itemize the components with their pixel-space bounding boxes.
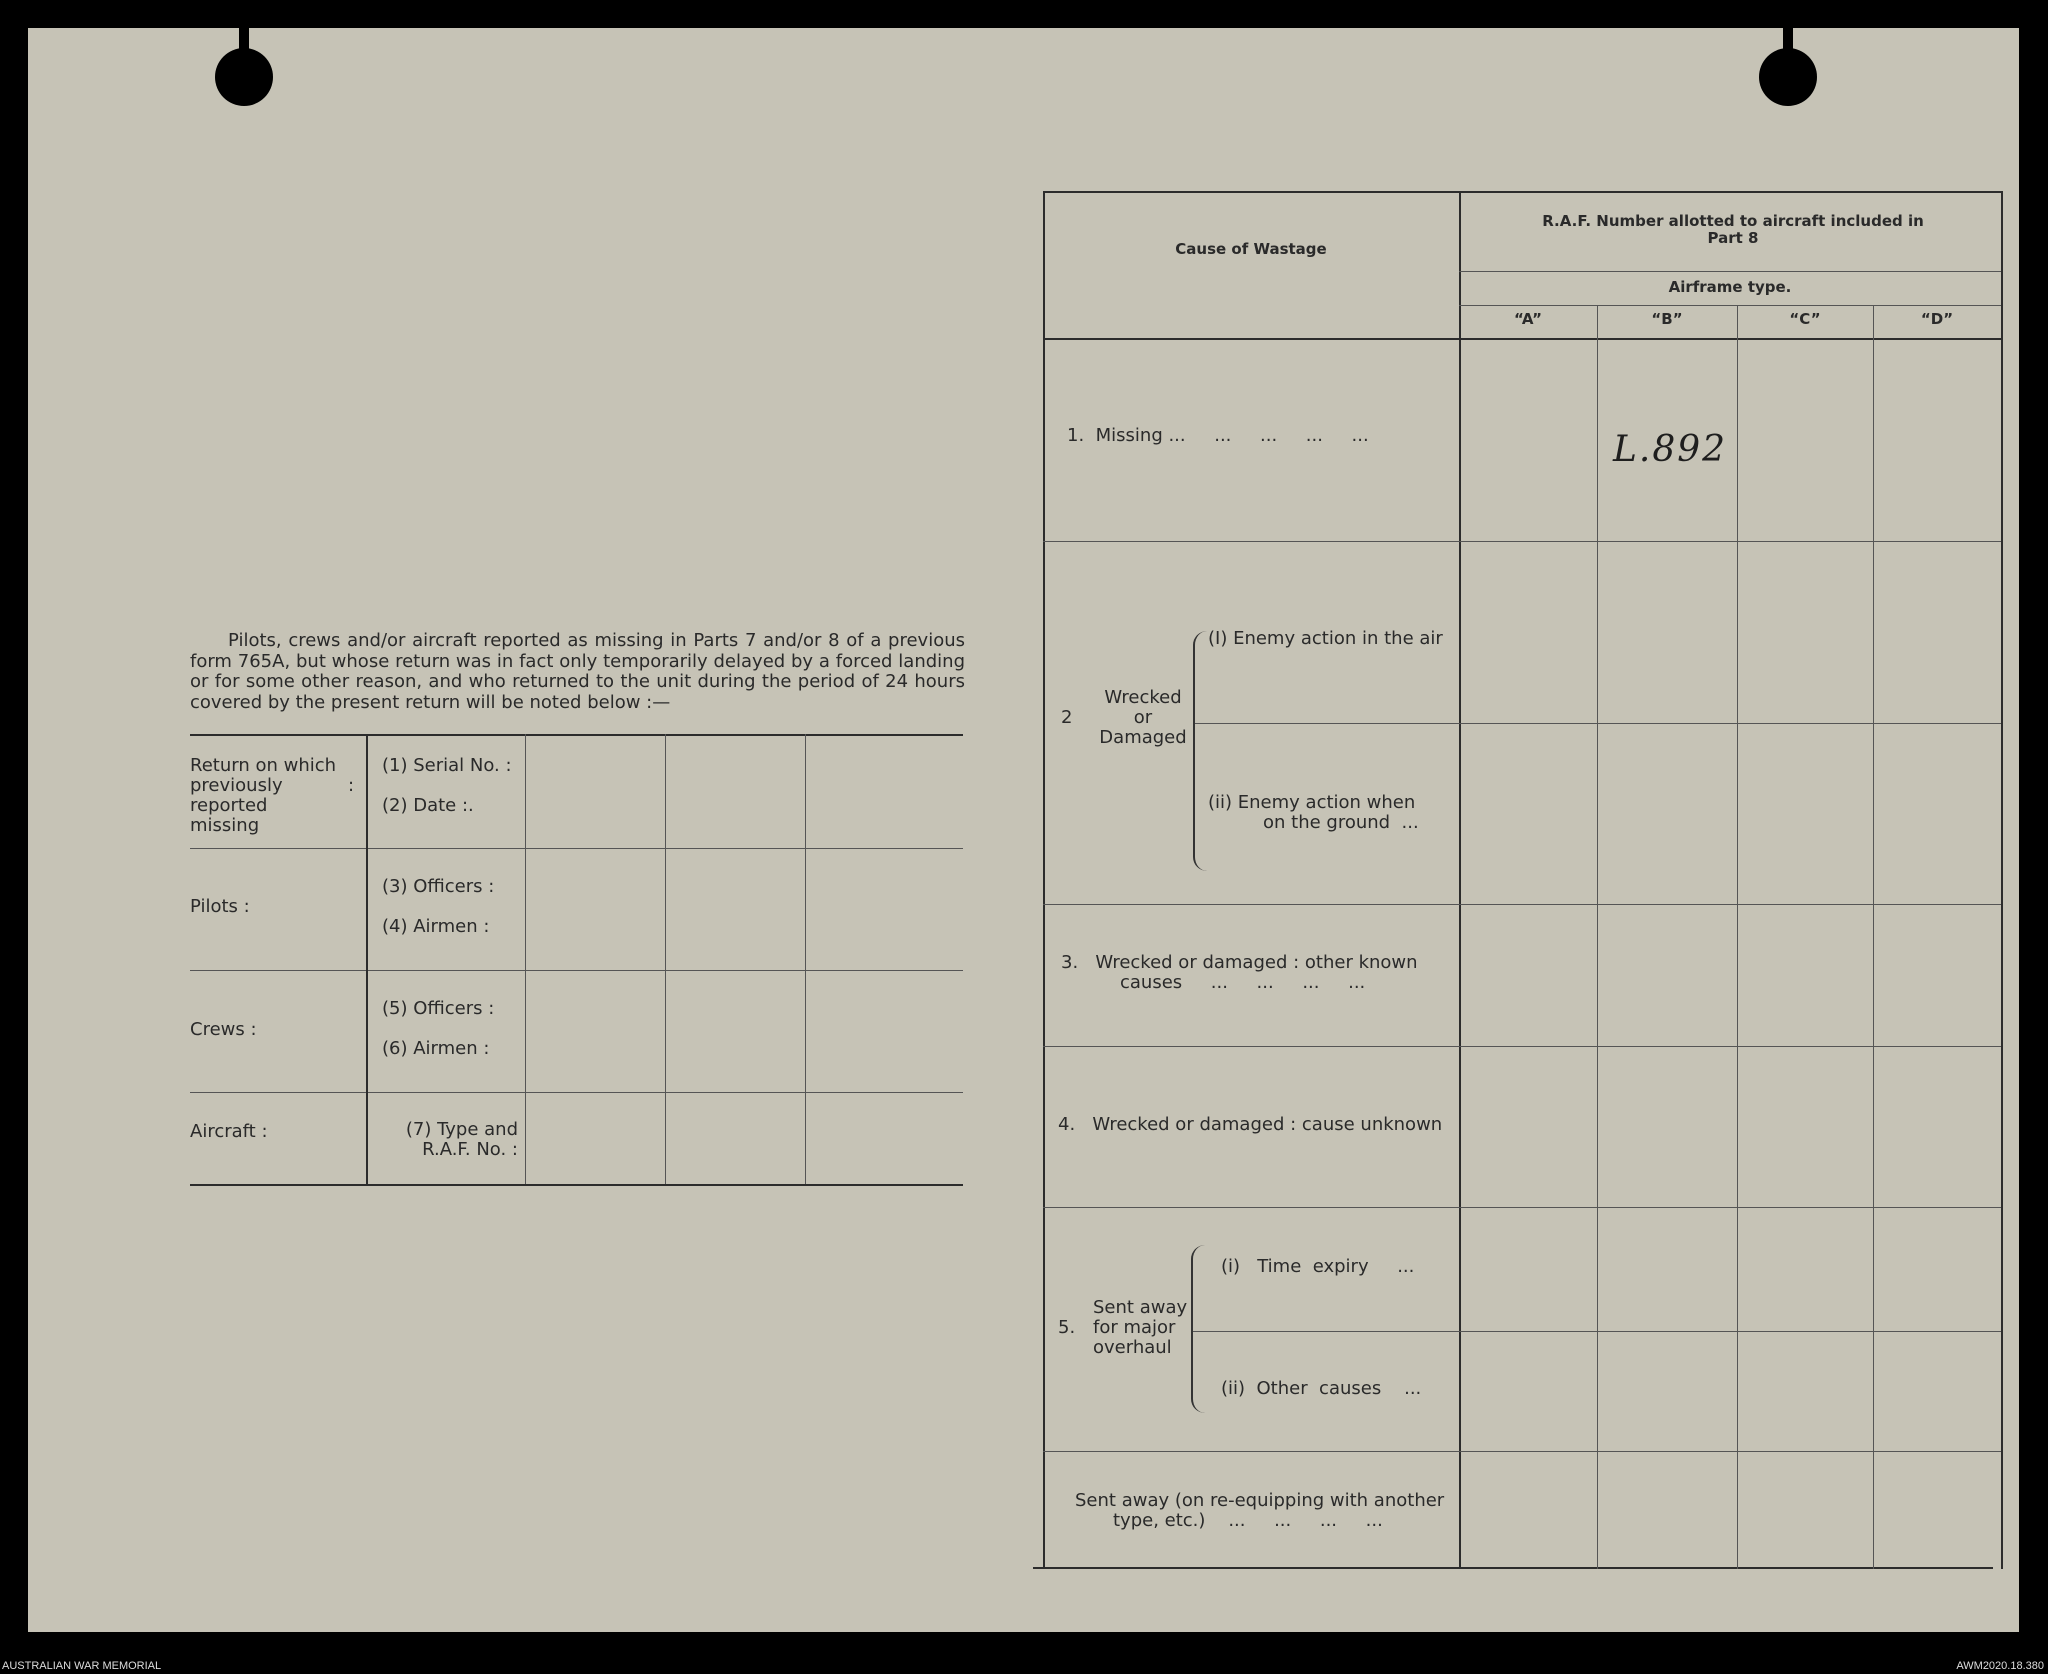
column-b-header: “B” [1651, 310, 1683, 328]
re-equipping-label-a: Sent away (on re-equipping with another [1075, 1490, 1445, 1511]
column-c-header: “C” [1789, 310, 1821, 328]
other-known-causes-label-a: 3. Wrecked or damaged : other known [1061, 952, 1418, 973]
date-label: (2) Date :. [382, 795, 474, 816]
enemy-action-ground-label-b: on the ground ... [1263, 812, 1419, 833]
punch-hole-left [215, 48, 273, 106]
pilot-officers-label: (3) Officers : [382, 876, 495, 897]
row-2-number: 2 [1061, 707, 1073, 728]
cause-of-wastage-header: Cause of Wastage [1175, 240, 1327, 258]
column-d-header: “D” [1920, 310, 1954, 328]
row-label-crews: Crews : [190, 1019, 257, 1040]
handwritten-aircraft-number: L.892 [1613, 429, 1728, 470]
instruction-paragraph: Pilots, crews and/or aircraft reported as missing in Parts 7 and/or 8 of a previous form 765A, but whose return was in fact only temporarily delayed by a forced landing or for some other reason, and who returned to the unit during the period of 24 hours covered by the present return will be noted below :— [190, 630, 965, 713]
crew-airmen-label: (6) Airmen : [382, 1038, 490, 1059]
re-equipping-label-b: type, etc.) ... ... ... ... [1113, 1510, 1383, 1531]
cause-unknown-label: 4. Wrecked or damaged : cause unknown [1058, 1114, 1443, 1135]
other-known-causes-label-b: causes ... ... ... ... [1120, 972, 1366, 993]
type-and-raf-label: (7) Type and R.A.F. No. : [405, 1119, 518, 1160]
punch-hole-right [1759, 48, 1817, 106]
wastage-table [1033, 191, 2003, 1569]
footer-right: AWM2020.18.380 [1956, 1660, 2044, 1672]
row-5-brace [1191, 1245, 1205, 1413]
crew-officers-label: (5) Officers : [382, 998, 495, 1019]
row-5-number: 5. [1058, 1317, 1076, 1338]
raf-number-header: R.A.F. Number allotted to aircraft included in Part 8 [1542, 212, 1924, 247]
serial-no-label: (1) Serial No. : [382, 755, 512, 776]
row-label-pilots: Pilots : [190, 896, 250, 917]
time-expiry-label: (i) Time expiry ... [1221, 1256, 1415, 1277]
enemy-action-air-label: (I) Enemy action in the air [1208, 628, 1443, 649]
row-2-brace [1193, 631, 1207, 871]
wrecked-or-damaged-label: Wrecked or Damaged [1099, 687, 1187, 748]
brace-colon: : [348, 775, 355, 796]
major-overhaul-label: Sent away for major overhaul [1093, 1297, 1188, 1358]
form-sheet [28, 28, 2019, 1632]
airframe-type-header: Airframe type. [1668, 278, 1792, 296]
returned-crews-table [190, 734, 963, 1186]
enemy-action-ground-label-a: (ii) Enemy action when [1208, 792, 1416, 813]
row-missing-label: 1. Missing ... ... ... ... ... [1067, 425, 1369, 446]
row-label-previous-return: Return on which previously reported missing [190, 755, 337, 836]
row-label-aircraft: Aircraft : [190, 1121, 268, 1142]
pilot-airmen-label: (4) Airmen : [382, 916, 490, 937]
footer-left: AUSTRALIAN WAR MEMORIAL [2, 1660, 162, 1672]
column-a-header: “A” [1513, 310, 1542, 328]
other-causes-label: (ii) Other causes ... [1221, 1378, 1422, 1399]
